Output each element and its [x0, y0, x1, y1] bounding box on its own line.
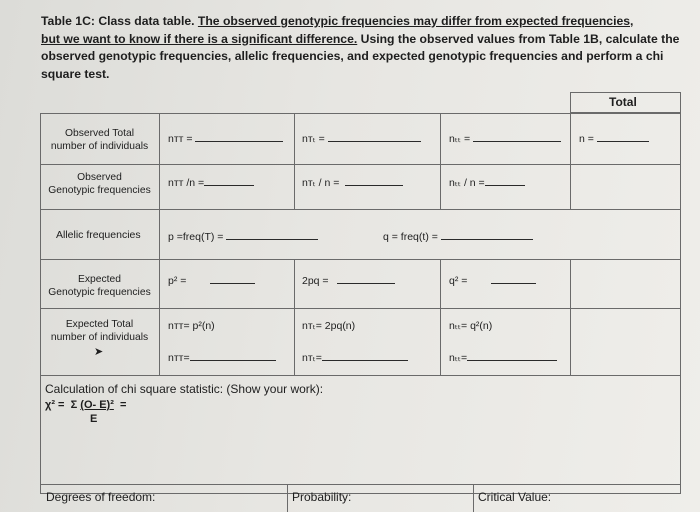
chi-title: Calculation of chi square statistic: (Show your work):: [45, 382, 324, 396]
observed-freq-het[interactable]: nᴛₜ / n =: [302, 177, 403, 189]
observed-freq-label: Observed Genotypic frequencies: [48, 172, 151, 196]
expected-total-label: Expected Total number of individuals: [50, 319, 149, 343]
observed-total-n[interactable]: n =: [579, 133, 649, 145]
total-header: Total: [609, 95, 637, 109]
allelic-p[interactable]: p =freq(T) =: [168, 231, 318, 243]
expected-total-het-formula: nᴛₜ= 2pq(n): [302, 320, 356, 332]
expected-freq-p2[interactable]: p² =: [168, 275, 255, 287]
underlined-text-a: The observed genotypic frequencies may differ from expected frequencies,: [197, 14, 634, 28]
expected-freq-q2[interactable]: q² =: [449, 275, 536, 287]
observed-total-tt-het[interactable]: nᴛₜ =: [302, 133, 421, 145]
allelic-label: Allelic frequencies: [56, 229, 141, 241]
expected-total-tt-formula: nᴛᴛ= p²(n): [168, 320, 215, 332]
critical-value-label[interactable]: Critical Value:: [478, 490, 552, 504]
expected-total-het[interactable]: nᴛₜ=: [302, 352, 408, 364]
dof-label[interactable]: Degrees of freedom:: [46, 490, 156, 504]
observed-total-tt[interactable]: nᴛᴛ =: [168, 133, 283, 145]
lead-text: Class data table.: [98, 14, 195, 28]
chi-denominator: E: [90, 413, 98, 425]
cursor-icon: ➤: [94, 346, 104, 358]
observed-total-label: Observed Total number of individuals: [50, 128, 149, 152]
expected-total-rec-formula: nₜₜ= q²(n): [449, 320, 493, 332]
expected-freq-label: Expected Genotypic frequencies: [48, 274, 151, 298]
body-text: Using the observed values from Table 1B, calculate the observed genotypic frequencies, allelic frequencies, and expected genotypic frequencies and perform a chi square test.: [41, 31, 680, 81]
probability-label[interactable]: Probability:: [292, 490, 352, 504]
allelic-q[interactable]: q = freq(t) =: [383, 231, 533, 243]
observed-freq-rec[interactable]: nₜₜ / n =: [449, 177, 525, 189]
instructions: [41, 13, 681, 83]
expected-total-tt[interactable]: nᴛᴛ=: [168, 352, 276, 364]
chi-formula: χ² = Σ (O- E)² =: [45, 399, 127, 411]
table-label: Table 1C:: [41, 14, 95, 28]
expected-freq-2pq[interactable]: 2pq =: [302, 275, 395, 287]
underlined-text-b: but we want to know if there is a significant difference.: [41, 31, 358, 46]
expected-total-rec[interactable]: nₜₜ=: [449, 352, 557, 364]
observed-freq-tt[interactable]: nᴛᴛ /n =: [168, 177, 254, 189]
observed-total-tt-rec[interactable]: nₜₜ =: [449, 133, 561, 145]
chi-work-area[interactable]: [45, 428, 675, 480]
